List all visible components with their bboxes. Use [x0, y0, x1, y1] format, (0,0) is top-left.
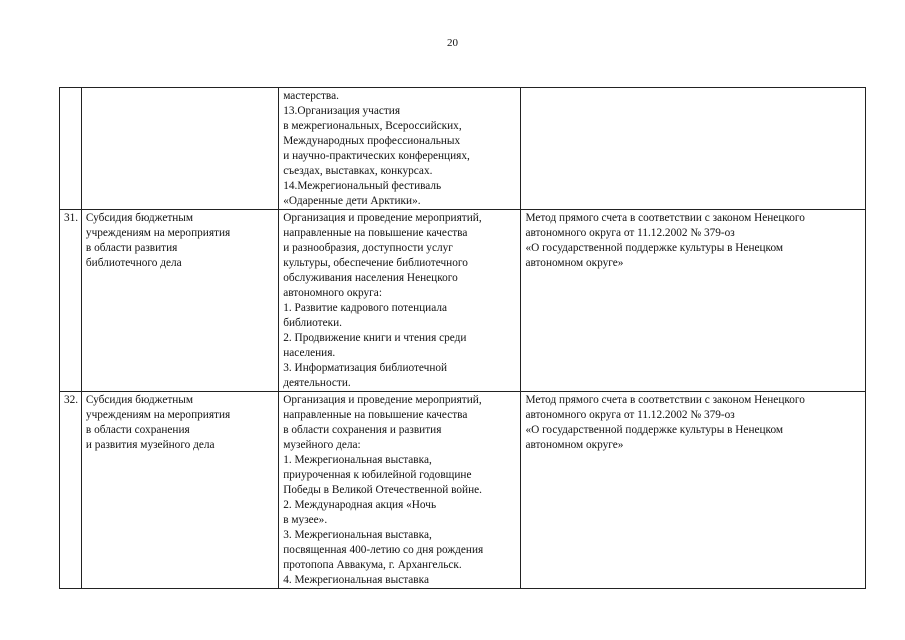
cell-text-line: автономного округа:	[283, 287, 382, 299]
cell-text-line: в области сохранения	[85, 424, 190, 436]
cell-text-line: 3. Межрегиональная выставка,	[283, 529, 432, 541]
cell-text-line: 3. Информатизация библиотечной	[283, 362, 448, 374]
cell-text-line: автономном округе»	[525, 257, 624, 269]
activities-cell	[279, 88, 521, 210]
subsidy-name-cell	[81, 210, 278, 392]
cell-text-line: автономного округа от 11.12.2002 № 379-оз	[525, 227, 735, 239]
cell-text-line: направленные на повышение качества	[283, 409, 468, 421]
cell-text-line: 2. Международная акция «Ночь	[283, 499, 437, 511]
page-number: 20	[447, 37, 458, 49]
cell-text-line: и развития музейного дела	[85, 439, 215, 451]
cell-text-line: обслуживания населения Ненецкого	[283, 272, 458, 284]
cell-text-line: приуроченная к юбилейной годовщине	[283, 469, 472, 481]
cell-text-line: Международных профессиональных	[283, 135, 461, 147]
cell-text-line: Победы в Великой Отечественной войне.	[283, 484, 482, 496]
cell-text-line: мастерства.	[283, 90, 339, 102]
cell-text-line: Метод прямого счета в соответствии с законом Ненецкого	[525, 394, 805, 406]
cell-text-line: деятельности.	[283, 377, 351, 389]
cell-text-line: 1. Развитие кадрового потенциала	[283, 302, 447, 314]
cell-text-line: в области сохранения и развития	[283, 424, 442, 436]
cell-text-line: в области развития	[85, 242, 178, 254]
activities-cell	[279, 392, 521, 589]
table-row	[60, 88, 866, 210]
cell-text-line: Организация и проведение мероприятий,	[283, 394, 482, 406]
cell-text-line: культуры, обеспечение библиотечного	[283, 257, 468, 269]
cell-text-line: съездах, выставках, конкурсах.	[283, 165, 433, 177]
cell-text-line: 13.Организация участия	[283, 105, 401, 117]
cell-text-line: «Одаренные дети Арктики».	[283, 195, 421, 207]
cell-text-line: Субсидия бюджетным	[85, 394, 194, 406]
cell-text-line: 1. Межрегиональная выставка,	[283, 454, 432, 466]
cell-text-line: Субсидия бюджетным	[85, 212, 194, 224]
cell-text-line: Метод прямого счета в соответствии с законом Ненецкого	[525, 212, 805, 224]
table-row	[60, 210, 866, 392]
cell-text-line: посвященная 400-летию со дня рождения	[283, 544, 484, 556]
activities-cell	[279, 210, 521, 392]
cell-text-line: учреждениям на мероприятия	[85, 227, 231, 239]
cell-text-line: автономном округе»	[525, 439, 624, 451]
cell-text-line: и разнообразия, доступности услуг	[283, 242, 453, 254]
row-number-cell: 32.	[60, 392, 82, 589]
calculation-method-cell	[521, 392, 866, 589]
cell-text-line: учреждениям на мероприятия	[85, 409, 231, 421]
cell-text-line: Организация и проведение мероприятий,	[283, 212, 482, 224]
cell-text-line: 4. Межрегиональная выставка	[283, 574, 429, 586]
cell-text-line: направленные на повышение качества	[283, 227, 468, 239]
calculation-method-cell	[521, 210, 866, 392]
subsidy-name-cell	[81, 88, 278, 210]
funding-table	[59, 87, 866, 589]
row-number-cell	[60, 88, 82, 210]
cell-text-line: автономного округа от 11.12.2002 № 379-оз	[525, 409, 735, 421]
cell-text-line: библиотеки.	[283, 317, 342, 329]
calculation-method-cell	[521, 88, 866, 210]
cell-text-line: 2. Продвижение книги и чтения среди	[283, 332, 467, 344]
cell-text-line: библиотечного дела	[85, 257, 182, 269]
cell-text-line: населения.	[283, 347, 336, 359]
cell-text-line: в музее».	[283, 514, 328, 526]
cell-text-line: протопопа Аввакума, г. Архангельск.	[283, 559, 462, 571]
cell-text-line: 14.Межрегиональный фестиваль	[283, 180, 442, 192]
row-number-cell: 31.	[60, 210, 82, 392]
subsidy-name-cell	[81, 392, 278, 589]
table-body	[60, 88, 866, 589]
cell-text-line: музейного дела:	[283, 439, 361, 451]
cell-text-line: и научно-практических конференциях,	[283, 150, 470, 162]
cell-text-line: «О государственной поддержке культуры в Ненецком	[525, 242, 784, 254]
table-row	[60, 392, 866, 589]
cell-text-line: в межрегиональных, Всероссийских,	[283, 120, 462, 132]
cell-text-line: «О государственной поддержке культуры в Ненецком	[525, 424, 784, 436]
